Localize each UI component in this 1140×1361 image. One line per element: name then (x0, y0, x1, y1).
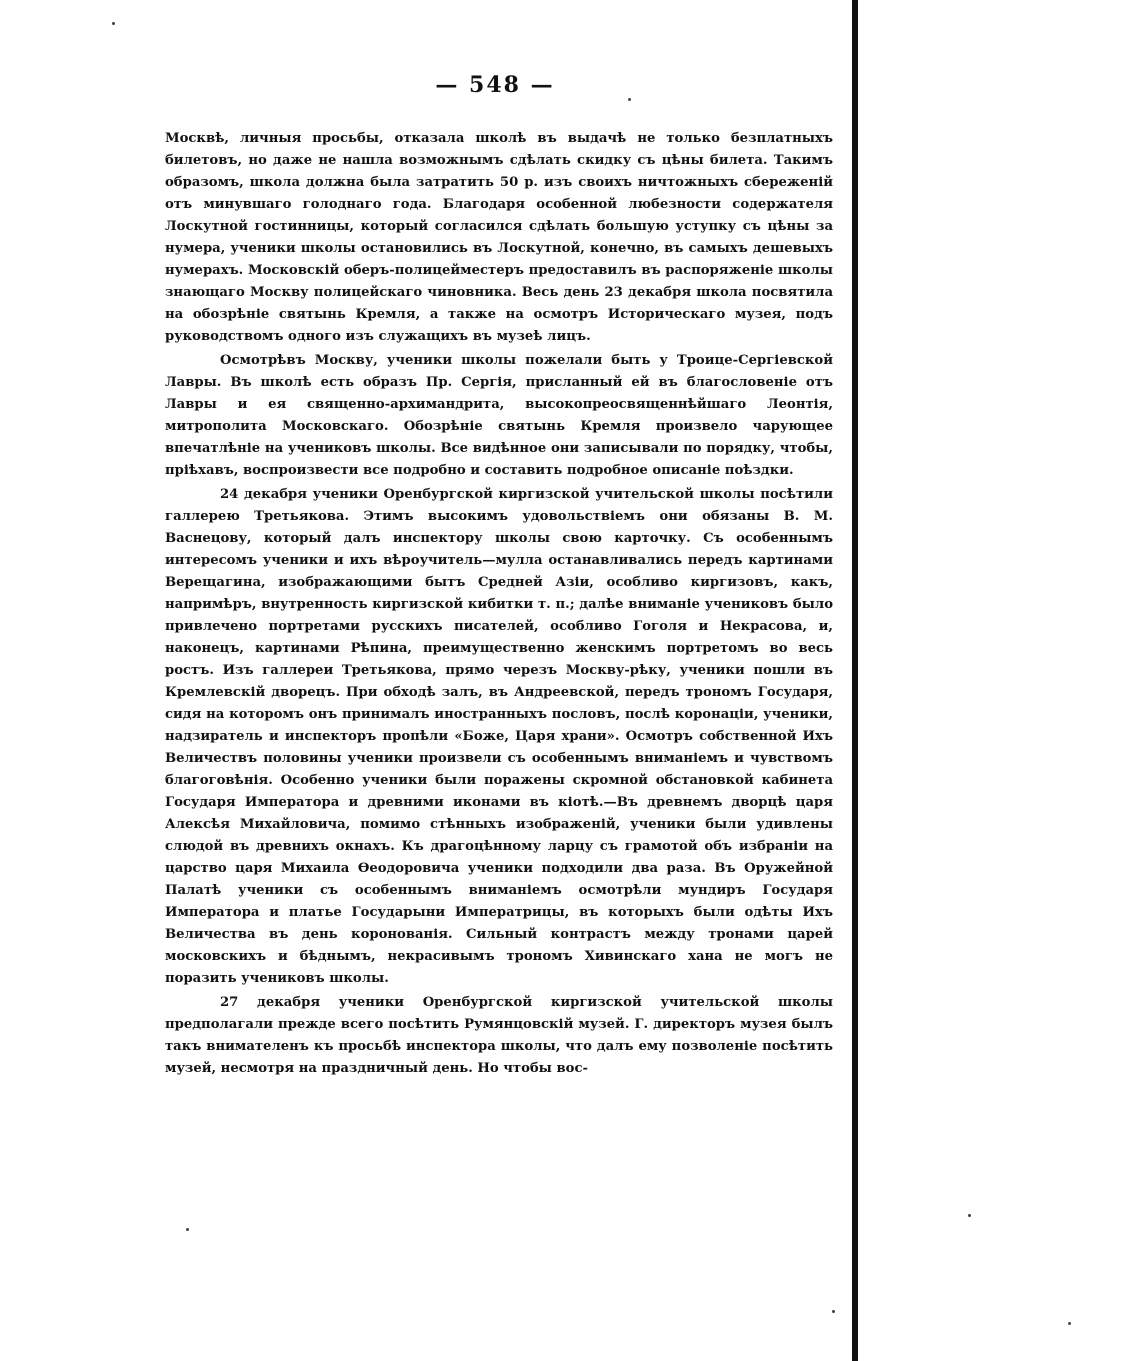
page-number: — 548 — (435, 72, 555, 98)
text-column (165, 128, 833, 1082)
scan-speck (832, 1310, 835, 1313)
paragraph-3: 24 декабря ученики Оренбургской киргизской учительской школы посѣтили галлерею Третьякова. Этимъ высокимъ удовольствіемъ они обязаны В. М. Васнецову, который далъ инспектору школы свою карточку. Съ особеннымъ интересомъ ученики и ихъ вѣроучитель—мулла останавливались передъ картинами Верещагина, изображающими бытъ Средней Азіи, особливо киргизовъ, какъ, напримѣръ, внутренность киргизской кибитки т. п.; далѣе вниманіе учениковъ было привлечено портретами русскихъ писателей, особливо Гоголя и Некрасова, и, наконецъ, картинами Рѣпина, преимущественно женскимъ портретомъ во весь ростъ. Изъ галлереи Третьякова, прямо черезъ Москву-рѣку, ученики пошли въ Кремлевскій дворецъ. При обходѣ залъ, въ Андреевской, передъ трономъ Государя, сидя на которомъ онъ принималъ иностранныхъ пословъ, послѣ коронаціи, ученики, надзиратель и инспекторъ пропѣли «Боже, Царя храни». Осмотръ собственной Ихъ Величествъ половины ученики произвели съ особеннымъ вниманіемъ и чувствомъ благоговѣнія. Особенно ученики были поражены скромной обстановкой кабинета Государя Императора и древними иконами въ кіотѣ.—Въ древнемъ дворцѣ царя Алексѣя Михайловича, помимо стѣнныхъ изображеній, ученики были удивлены слюдой въ древнихъ окнахъ. Къ драгоцѣнному ларцу съ грамотой объ избраніи на царство царя Михаила Ѳеодоровича ученики подходили два раза. Въ Оружейной Палатѣ ученики съ особеннымъ вниманіемъ осмотрѣли мундиръ Государя Императора и платье Государыни Императрицы, въ которыхъ были одѣты Ихъ Величества въ день коронованія. Сильный контрастъ между тронами царей московскихъ и бѣднымъ, некрасивымъ трономъ Хивинскаго хана не могъ не поразить учениковъ школы. (165, 487, 833, 986)
scan-speck (1068, 1322, 1071, 1325)
binding-edge-line (852, 0, 858, 1361)
paragraph-4: 27 декабря ученики Оренбургской киргизской учительской школы предполагали прежде всего посѣтить Румянцовскій музей. Г. директоръ музея былъ такъ внимателенъ къ просьбѣ инспектора школы, что далъ ему позволеніе посѣтить музей, несмотря на праздничный день. Но чтобы вос- (165, 995, 833, 1076)
scan-speck (186, 1228, 189, 1231)
scan-speck (968, 1214, 971, 1217)
scan-speck (628, 98, 631, 101)
paragraph-2: Осмотрѣвъ Москву, ученики школы пожелали быть у Троице-Сергіевской Лавры. Въ школѣ есть образъ Пр. Сергія, присланный ей въ благословеніе отъ Лавры и ея священно-архимандрита, высокопреосвященнѣйшаго Леонтія, митрополита Московскаго. Обозрѣніе святынь Кремля произвело чарующее впечатлѣніе на учениковъ школы. Все видѣнное они записывали по порядку, чтобы, пріѣхавъ, воспроизвести все подробно и составить подробное описаніе поѣздки. (165, 353, 833, 478)
scan-speck (112, 22, 115, 25)
paragraph-1: Москвѣ, личныя просьбы, отказала школѣ въ выдачѣ не только безплатныхъ билетовъ, но даже не нашла возможнымъ сдѣлать скидку съ цѣны билета. Такимъ образомъ, школа должна была затратить 50 р. изъ своихъ ничтожныхъ сбереженій отъ минувшаго голоднаго года. Благодаря особенной любезности содержателя Лоскутной гостинницы, который согласился сдѣлать большую уступку съ цѣны за нумера, ученики школы остановились въ Лоскутной, конечно, въ самыхъ дешевыхъ нумерахъ. Московскій оберъ-полицейместеръ предоставилъ въ распоряженіе школы знающаго Москву полицейскаго чиновника. Весь день 23 декабря школа посвятила на обозрѣніе святынь Кремля, а также на осмотръ Историческаго музея, подъ руководствомъ одного изъ служащихъ въ музеѣ лицъ. (165, 131, 833, 344)
